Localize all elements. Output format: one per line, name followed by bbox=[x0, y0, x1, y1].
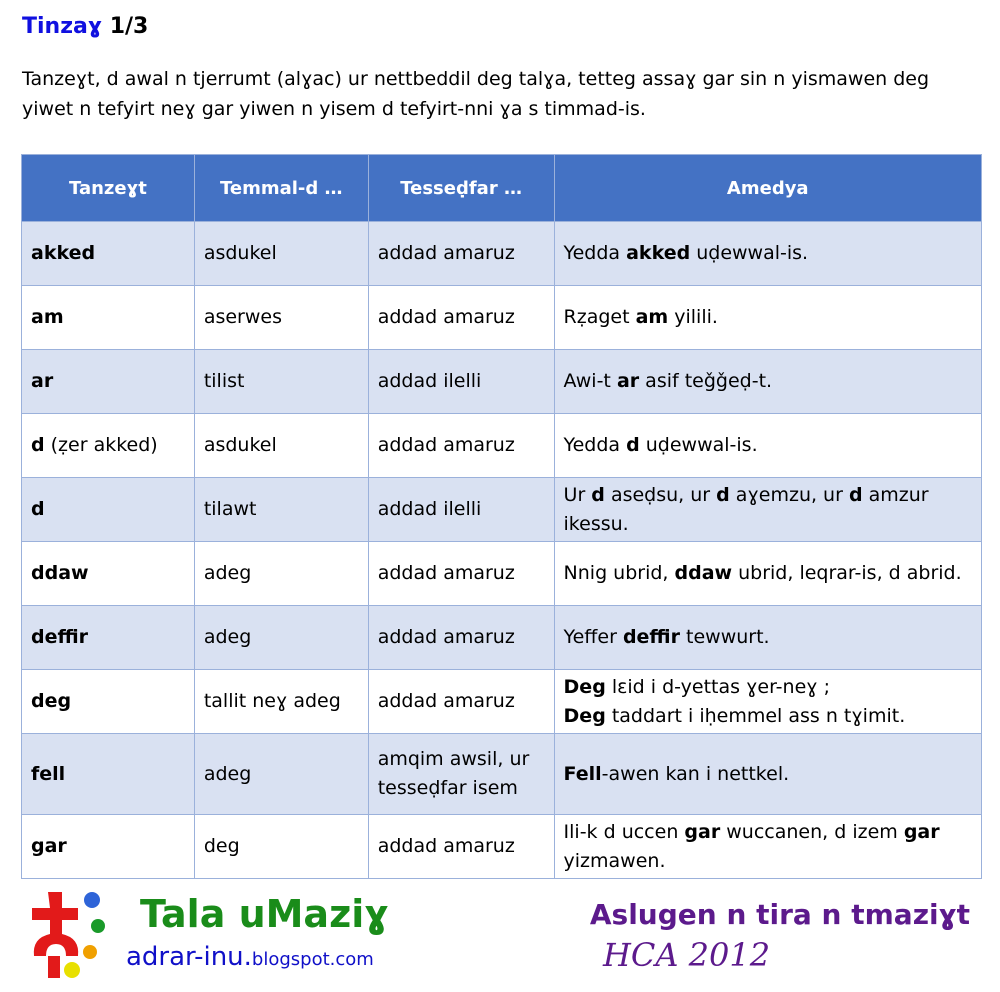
example-keyword: Fell bbox=[563, 762, 602, 785]
cell-example bbox=[554, 478, 981, 542]
cell-word bbox=[22, 286, 195, 350]
cell-follows: addad amaruz bbox=[368, 222, 554, 286]
example-keyword: ar bbox=[616, 370, 640, 392]
example-text: Yedda bbox=[563, 434, 627, 456]
blog-url-main: adrar-inu. bbox=[126, 942, 252, 972]
example-text: tewwurt. bbox=[679, 626, 770, 648]
cell-word bbox=[22, 350, 195, 414]
example-text: uḍewwal-is. bbox=[639, 434, 758, 456]
example-text: Yedda bbox=[563, 242, 627, 264]
page-counter: 1/3 bbox=[109, 14, 149, 39]
cell-word bbox=[22, 414, 195, 478]
cell-example bbox=[554, 670, 981, 734]
title-text: Tinzaɣ bbox=[22, 14, 103, 39]
cell-type: adeg bbox=[194, 542, 368, 606]
example-text: aɣemzu, ur bbox=[729, 483, 849, 506]
preposition-word: ddaw bbox=[31, 562, 89, 584]
cell-example bbox=[554, 222, 981, 286]
cell-type: asdukel bbox=[194, 222, 368, 286]
cell-follows: addad amaruz bbox=[368, 414, 554, 478]
example-keyword: gar bbox=[684, 820, 721, 843]
cell-example bbox=[554, 815, 981, 879]
preposition-word: gar bbox=[31, 835, 67, 857]
table-row bbox=[22, 286, 982, 350]
example-keyword: Deg bbox=[563, 704, 606, 727]
example-text: Awi-t bbox=[563, 370, 617, 392]
example-text: yilili. bbox=[668, 306, 718, 328]
blog-url-tail: blogspot.com bbox=[251, 949, 374, 970]
cell-follows: amqim awsil, ur tesseḍfar isem bbox=[368, 734, 554, 815]
cell-type: deg bbox=[194, 815, 368, 879]
cell-type: tilawt bbox=[194, 478, 368, 542]
cell-follows: addad ilelli bbox=[368, 478, 554, 542]
preposition-word: ar bbox=[31, 370, 54, 392]
prepositions-table bbox=[21, 154, 982, 879]
example-keyword: am bbox=[635, 306, 669, 328]
example-keyword: d bbox=[591, 483, 605, 506]
example-text: amzur ikessu. bbox=[563, 483, 929, 535]
brand-name: Tala uMaziɣ bbox=[140, 892, 389, 936]
col-header-follows: Tesseḍfar … bbox=[368, 155, 554, 222]
cell-follows: addad amaruz bbox=[368, 606, 554, 670]
cell-example bbox=[554, 542, 981, 606]
table-header-row bbox=[22, 155, 982, 222]
example-keyword: akked bbox=[626, 242, 691, 264]
example-text: Rẓaget bbox=[563, 306, 636, 328]
example-text: uḍewwal-is. bbox=[690, 242, 809, 264]
example-text: Nnig ubrid, bbox=[563, 562, 675, 584]
table-row bbox=[22, 670, 982, 734]
cell-word bbox=[22, 542, 195, 606]
preposition-word: akked bbox=[31, 242, 96, 264]
col-header-example: Amedya bbox=[554, 155, 981, 222]
example-keyword: Deg bbox=[563, 675, 606, 698]
cell-word bbox=[22, 815, 195, 879]
cell-type: adeg bbox=[194, 606, 368, 670]
example-keyword: d bbox=[848, 483, 863, 506]
cell-word bbox=[22, 478, 195, 542]
example-keyword: d bbox=[716, 483, 730, 506]
tala-umaziy-logo-icon bbox=[26, 886, 116, 982]
page-title bbox=[22, 14, 148, 39]
preposition-word: fell bbox=[31, 762, 66, 785]
table-row bbox=[22, 542, 982, 606]
cell-word bbox=[22, 734, 195, 815]
cell-type: tallit neɣ adeg bbox=[194, 670, 368, 734]
table-row bbox=[22, 222, 982, 286]
example-text: yizmawen. bbox=[563, 849, 666, 872]
example-keyword: gar bbox=[903, 820, 940, 843]
example-text: -awen kan i nettkel. bbox=[601, 762, 790, 785]
cell-example bbox=[554, 414, 981, 478]
word-note: (ẓer akked) bbox=[44, 434, 158, 456]
cell-follows: addad ilelli bbox=[368, 350, 554, 414]
table-row bbox=[22, 815, 982, 879]
preposition-word: am bbox=[31, 306, 64, 328]
cell-follows: addad amaruz bbox=[368, 670, 554, 734]
example-text: asif teǧǧeḍ-t. bbox=[639, 370, 773, 392]
example-keyword: d bbox=[626, 434, 640, 456]
example-text: lɛid i d-yettas ɣer-neɣ ; bbox=[605, 675, 831, 698]
cell-example bbox=[554, 350, 981, 414]
cell-word bbox=[22, 222, 195, 286]
example-text: aseḍsu, ur bbox=[604, 483, 717, 506]
table-row bbox=[22, 350, 982, 414]
preposition-word: d bbox=[31, 434, 45, 456]
cell-follows: addad amaruz bbox=[368, 542, 554, 606]
cell-example bbox=[554, 606, 981, 670]
col-header-word: Tanzeɣt bbox=[22, 155, 195, 222]
example-keyword: deffir bbox=[622, 626, 680, 648]
example-text: Ili-k d uccen bbox=[563, 820, 685, 843]
example-text: wuccanen, d izem bbox=[720, 820, 904, 843]
example-text: Ur bbox=[563, 483, 592, 506]
preposition-word: d bbox=[31, 498, 45, 520]
table-row bbox=[22, 734, 982, 815]
example-text: taddart i iḥemmel ass n tɣimit. bbox=[605, 704, 906, 727]
preposition-word: deg bbox=[31, 690, 72, 712]
col-header-type: Temmal-d … bbox=[194, 155, 368, 222]
cell-follows: addad amaruz bbox=[368, 286, 554, 350]
cell-example bbox=[554, 286, 981, 350]
example-keyword: ddaw bbox=[674, 562, 733, 584]
cell-type: adeg bbox=[194, 734, 368, 815]
cell-example bbox=[554, 734, 981, 815]
cell-type: tilist bbox=[194, 350, 368, 414]
cell-type: aserwes bbox=[194, 286, 368, 350]
example-text: ubrid, leqrar-is, d abrid. bbox=[732, 562, 962, 584]
publisher-year: HCA 2012 bbox=[603, 936, 771, 974]
cell-follows: addad amaruz bbox=[368, 815, 554, 879]
footer bbox=[0, 880, 1000, 992]
example-text: Yeffer bbox=[563, 626, 623, 648]
preposition-word: deffir bbox=[31, 626, 89, 648]
table-row bbox=[22, 414, 982, 478]
intro-paragraph: Tanzeɣt, d awal n tjerrumt (alɣac) ur nettbeddil deg talɣa, tetteg assaɣ gar sin n yismawen deg yiwet n tefyirt neɣ gar yiwen n yisem d tefyirt-nni ɣa s timmad-is. bbox=[22, 68, 930, 120]
blog-url bbox=[126, 942, 374, 972]
cell-type: asdukel bbox=[194, 414, 368, 478]
table-row bbox=[22, 478, 982, 542]
cell-word bbox=[22, 670, 195, 734]
slogan: Aslugen n tira n tmaziɣt bbox=[589, 898, 970, 931]
cell-word bbox=[22, 606, 195, 670]
table-row bbox=[22, 606, 982, 670]
